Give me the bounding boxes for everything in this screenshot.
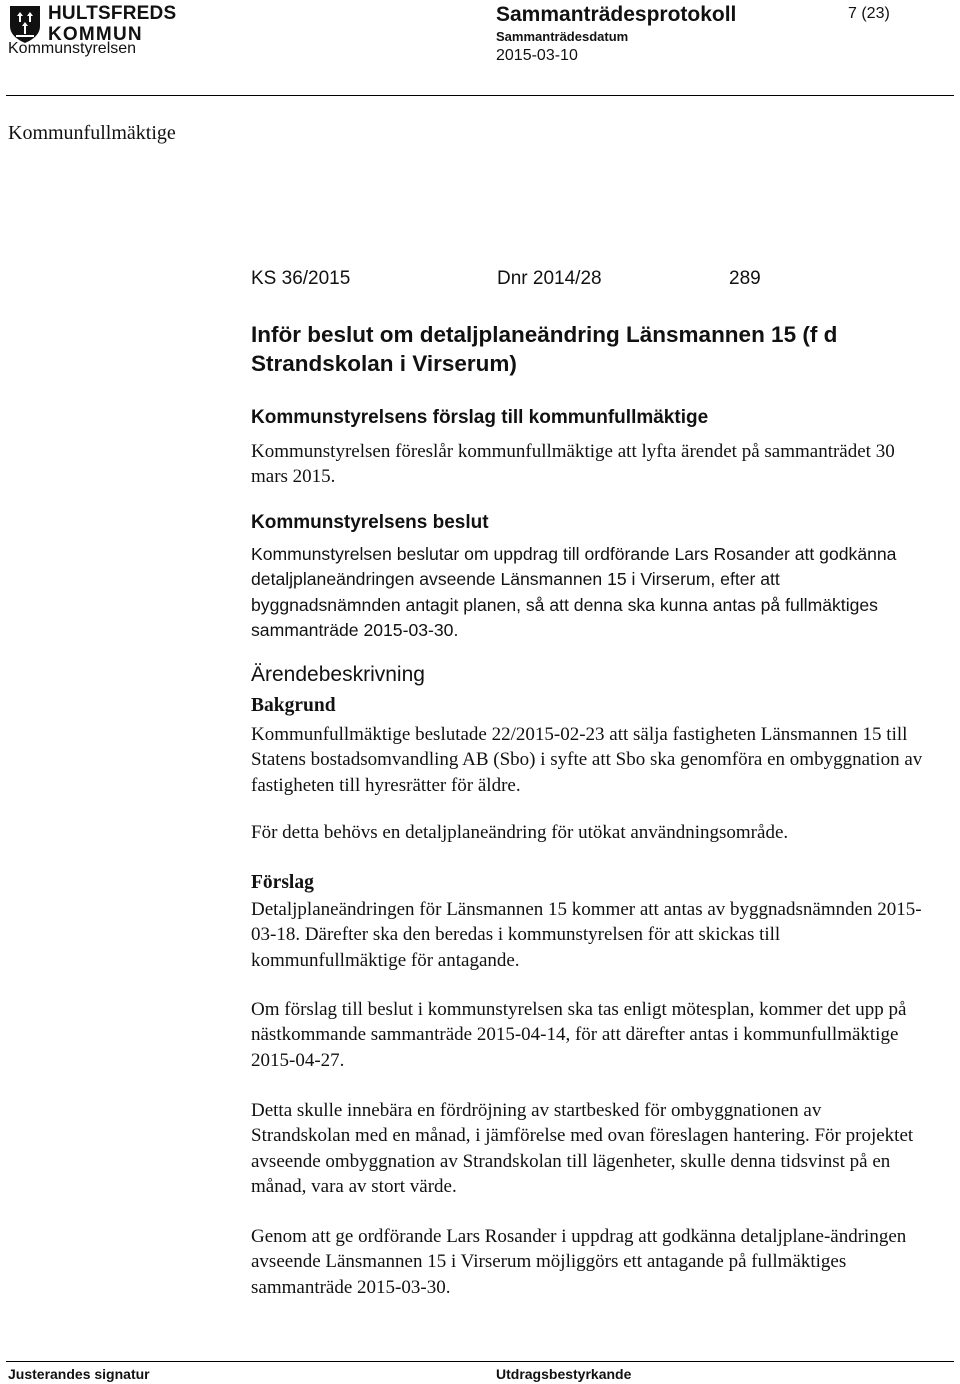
footer-divider xyxy=(6,1361,954,1362)
page-number: 7 (23) xyxy=(848,5,890,22)
proposal-heading: Kommunstyrelsens förslag till kommunfullmäktige xyxy=(251,407,709,428)
decision-text: Kommunstyrelsen beslutar om uppdrag till ordförande Lars Rosander att godkänna detaljplaneändringen avseende Länsmannen 15 i Virserum, efter att byggnadsnämnden antagit planen, så att denna ska kunna antas på fullmäktiges sammanträde 2015-03-30. xyxy=(251,544,897,641)
case-title: Inför beslut om detaljplaneändring Länsmannen 15 (f d Strandskolan i Virserum) xyxy=(251,322,838,376)
proposal-subheading: Förslag xyxy=(251,872,314,893)
coat-of-arms-icon xyxy=(8,4,42,44)
extract-label: Utdragsbestyrkande xyxy=(496,1366,632,1382)
logo-line-1: HULTSFREDS xyxy=(48,3,177,24)
proposal-paragraph-4: Genom att ge ordförande Lars Rosander i uppdrag att godkänna detaljplane-ändringen avseende Länsmannen 15 i Virserum möjliggörs ett antagande på fullmäktiges sammanträde 2015-03-30. xyxy=(251,1226,907,1298)
proposal-paragraph-3: Detta skulle innebära en fördröjning av startbesked för ombyggnationen av Strandskolan med en månad, i jämförelse med ovan föreslagen hantering. För projektet avseende ombyggnation av Strandskolan till lägenheter, skulle denna tidsvinst på en månad, vara av stort värde. xyxy=(251,1100,914,1197)
case-id: KS 36/2015 xyxy=(251,268,351,289)
background-paragraph-2: För detta behövs en detaljplaneändring för utökat användningsområde. xyxy=(251,822,789,843)
meeting-date: 2015-03-10 xyxy=(496,47,578,64)
decision-heading: Kommunstyrelsens beslut xyxy=(251,512,489,533)
meeting-date-label: Sammanträdesdatum xyxy=(496,29,629,44)
proposal-paragraph-1: Detaljplaneändringen för Länsmannen 15 kommer att antas av byggnadsnämnden 2015-03-18. Därefter ska den beredas i kommunstyrelsen för att skickas till kommunfullmäktige för antagande. xyxy=(251,899,922,971)
board-name: Kommunstyrelsen xyxy=(8,40,137,57)
background-heading: Bakgrund xyxy=(251,695,336,716)
case-dnr: Dnr 2014/28 xyxy=(497,268,602,289)
logo-line-2: KOMMUN xyxy=(48,24,143,45)
recipient: Kommunfullmäktige xyxy=(8,122,176,144)
background-paragraph-1: Kommunfullmäktige beslutade 22/2015-02-23 att sälja fastigheten Länsmannen 15 till Statens bostadsomvandling AB (Sbo) i syfte att Sbo ska genomföra en ombyggnation av fastigheten till hyresrätter för äldre. xyxy=(251,724,923,796)
document-title: Sammanträdesprotokoll xyxy=(496,3,737,26)
proposal-paragraph-2: Om förslag till beslut i kommunstyrelsen ska tas enligt mötesplan, kommer det upp på nästkommande sammanträde 2015-04-14, för att därefter antas i kommunfullmäktige 2015-04-27. xyxy=(251,999,907,1071)
header-divider xyxy=(6,95,954,96)
description-heading: Ärendebeskrivning xyxy=(251,663,425,686)
proposal-text: Kommunstyrelsen föreslår kommunfullmäktige att lyfta ärendet på sammanträdet 30 mars 2015. xyxy=(251,441,895,488)
signature-label: Justerandes signatur xyxy=(8,1366,150,1382)
case-number: 289 xyxy=(729,268,761,289)
